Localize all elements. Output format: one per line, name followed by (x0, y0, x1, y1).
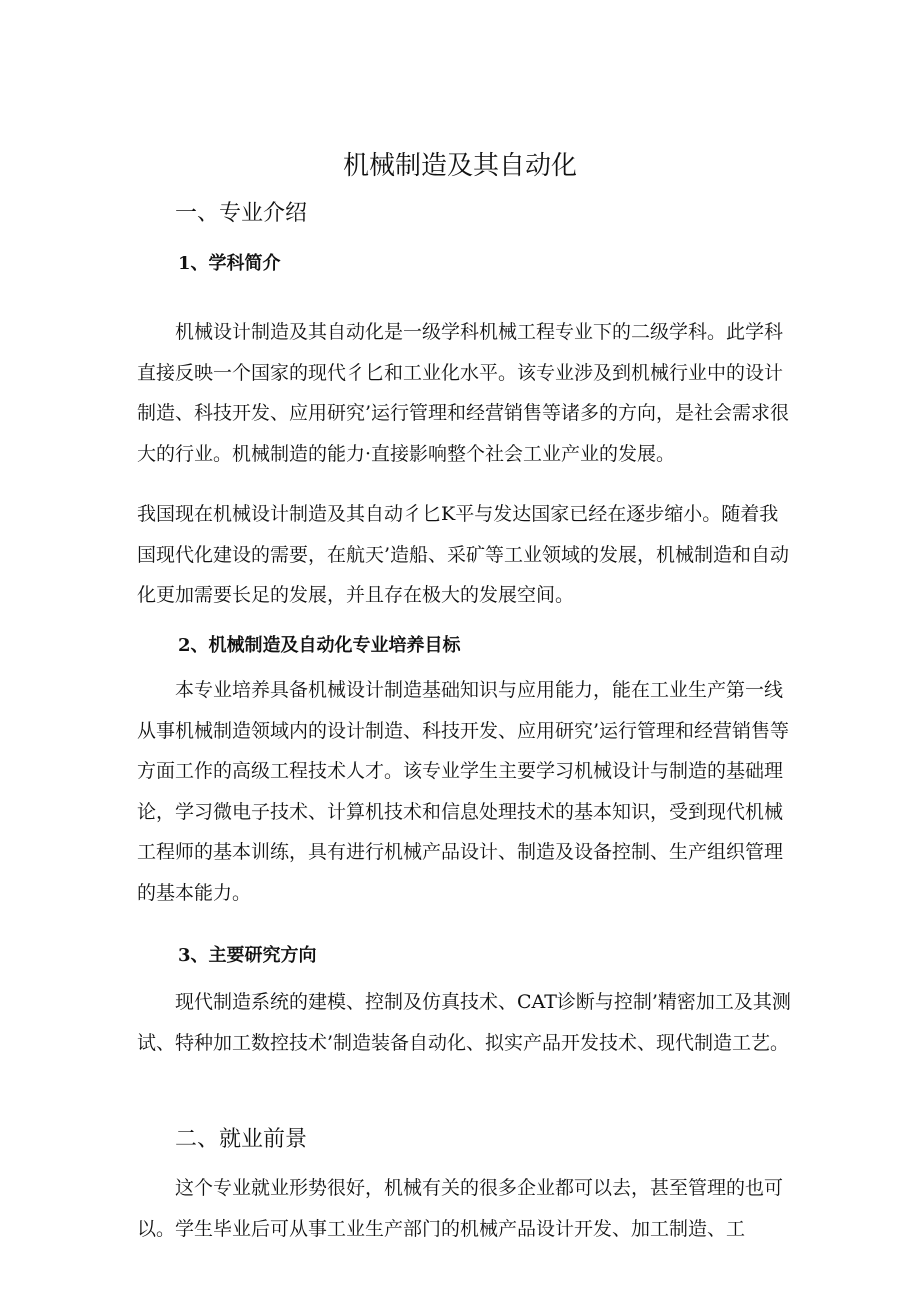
paragraph-employment: 这个专业就业形势很好，机械有关的很多企业都可以去，甚至管理的也可以。学生毕业后可从事工业生产部门的机械产品设计开发、加工制造、工 (137, 1177, 784, 1240)
paragraph-goals: 本专业培养具备机械设计制造基础知识与应用能力，能在工业生产第一线从事机械制造领域内的设计制造、科技开发、应用研究’运行管理和经营销售等方面工作的高级工程技术人才。该专业学生主要学习机械设计与制造的基础理论，学习微电子技术、计算机技术和信息处理技术的基本知识，受到现代机械工程师的基本训练，具有进行机械产品设计、制造及设备控制、生产组织管理的基本能力。 (137, 679, 790, 904)
paragraph-overview-1: 机械设计制造及其自动化是一级学科机械工程专业下的二级学科。此学科直接反映一个国家的现代彳匕和工业化水平。该专业涉及到机械行业中的设计制造、科技开发、应用研究’运行管理和经营销售等诸多的方向，是社会需求很大的行业。机械制造的能力·直接影响整个社会工业产业的发展。 (137, 321, 790, 465)
subsection-heading-overview: 1、学科简介 (178, 253, 281, 274)
paragraph-overview-2: 我国现在机械设计制造及其自动彳匕K平与发达国家已经在逐步缩小。随着我国现代化建设的需要，在航天’造船、采矿等工业领域的发展，机械制造和自动化更加需要长足的发展，并且存在极大的发展空间。 (137, 503, 790, 607)
paragraph-research: 现代制造系统的建模、控制及仿真技术、CAT诊断与控制’精密加工及其测试、特种加工数控技术’制造装备自动化、拟实产品开发技术、现代制造工艺。 (137, 991, 791, 1054)
document-title: 机械制造及其自动化 (342, 151, 577, 181)
subsection-heading-goals: 2、机械制造及自动化专业培养目标 (178, 635, 461, 656)
subsection-heading-research: 3、主要研究方向 (178, 945, 317, 966)
section-heading-introduction: 一、专业介绍 (175, 201, 308, 226)
section-heading-employment: 二、就业前景 (175, 1127, 308, 1152)
